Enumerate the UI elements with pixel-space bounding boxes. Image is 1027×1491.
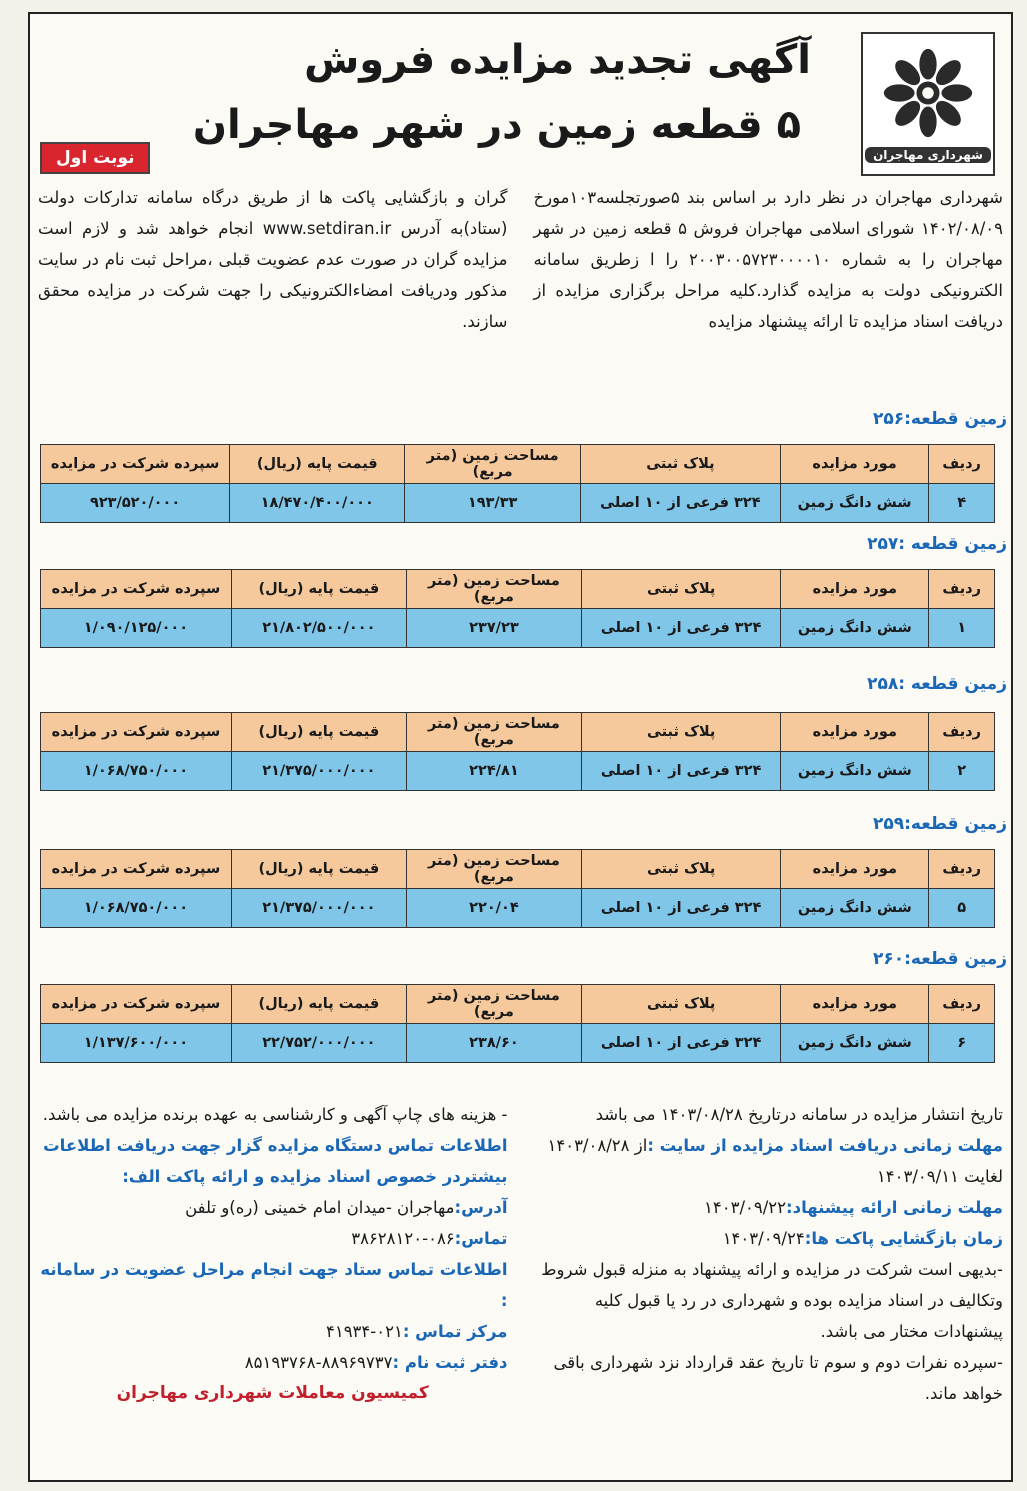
header-row: ردیف — [929, 850, 995, 889]
cell-item: شش دانگ زمین — [781, 889, 929, 928]
cell-deposit: ۱/۱۳۷/۶۰۰/۰۰۰ — [41, 1024, 232, 1063]
logo-caption: شهرداری مهاجران — [865, 147, 991, 163]
phone-label: تماس: — [454, 1229, 508, 1248]
header-base-price: قیمت پایه (ریال) — [231, 570, 406, 609]
cell-area: ۲۲۴/۸۱ — [406, 752, 581, 791]
docs-deadline — [534, 1130, 1004, 1192]
registration-office-label: دفتر ثبت نام : — [392, 1353, 508, 1372]
table-row — [41, 889, 995, 928]
cell-plaque: ۳۲۴ فرعی از ۱۰ اصلی — [582, 609, 781, 648]
header-row: ردیف — [929, 570, 995, 609]
header-deposit: سپرده شرکت در مزایده — [41, 850, 232, 889]
municipality-logo — [861, 32, 995, 176]
offer-deadline-label: مهلت زمانی ارائه پیشنهاد: — [786, 1198, 1003, 1217]
header-area: مساحت زمین (متر مربع) — [406, 713, 581, 752]
intro-section — [38, 182, 1003, 397]
cell-item: شش دانگ زمین — [780, 484, 928, 523]
header-deposit: سپرده شرکت در مزایده — [41, 985, 232, 1024]
cell-base-price: ۲۲/۷۵۲/۰۰۰/۰۰۰ — [231, 1024, 406, 1063]
cell-base-price: ۱۸/۴۷۰/۴۰۰/۰۰۰ — [230, 484, 405, 523]
lot-table — [40, 444, 995, 523]
table-header-row — [41, 713, 995, 752]
cell-plaque: ۳۲۴ فرعی از ۱۰ اصلی — [582, 889, 781, 928]
lot-title: زمین قطعه:۲۵۹ — [872, 814, 1007, 834]
lot-title: زمین قطعه:۲۵۶ — [872, 409, 1007, 429]
table-header-row — [41, 985, 995, 1024]
header-plaque: پلاک ثبتی — [582, 713, 781, 752]
details-left-column — [38, 1099, 508, 1409]
cell-item: شش دانگ زمین — [781, 752, 929, 791]
cell-plaque: ۳۲۴ فرعی از ۱۰ اصلی — [582, 752, 781, 791]
header-row: ردیف — [929, 985, 995, 1024]
header-item: مورد مزایده — [781, 570, 929, 609]
table-row — [41, 484, 995, 523]
table-header-row — [41, 445, 995, 484]
details-section — [38, 1099, 1003, 1409]
registration-office-line — [38, 1347, 508, 1378]
flower-emblem-icon — [880, 45, 976, 141]
address-line — [38, 1192, 508, 1223]
cell-row: ۴ — [929, 484, 995, 523]
header-base-price: قیمت پایه (ریال) — [231, 850, 406, 889]
intro-left-text: گران و بازگشایی پاکت ها از طریق درگاه سامانه تدارکات دولت (ستاد)به آدرس www.setdiran.ir انجام خواهد شد و لازم است مزایده گران در صورت عدم عضویت قبلی ،مراحل ثبت نام در سایت مذکور ودریافت امضاءالکترونیکی را جهت شرکت در مزایده محقق سازند. — [38, 188, 508, 331]
costs-note: - هزینه های چاپ آگهی و کارشناسی به عهده برنده مزایده می باشد. — [42, 1105, 508, 1124]
table-row — [41, 1024, 995, 1063]
cell-area: ۲۲۰/۰۴ — [406, 889, 581, 928]
cell-item: شش دانگ زمین — [781, 1024, 929, 1063]
publish-date-text: تاریخ انتشار مزایده در سامانه درتاریخ ۱۴۰۳/۰۸/۲۸ می باشد — [595, 1105, 1003, 1124]
opening-date-label: زمان بازگشایی پاکت ها: — [804, 1229, 1003, 1248]
header-row: ردیف — [929, 445, 995, 484]
header-deposit: سپرده شرکت در مزایده — [41, 445, 230, 484]
cell-row: ۱ — [929, 609, 995, 648]
page-title-line1: آگهی تجدید مزایده فروش — [304, 37, 811, 83]
intro-right-text: شهرداری مهاجران در نظر دارد بر اساس بند ۵صورتجلسه۱۰۳مورخ ۱۴۰۲/۰۸/۰۹ شورای اسلامی مهاجران فروش ۵ قطعه زمین در شهر مهاجران را به شماره ۲۰۰۳۰۰۵۷۲۳۰۰۰۰۱۰ را ا زطریق سامانه الکترونیکی دولت به مزایده گذارد.کلیه مراحل برگزاری مزایده از دریافت اسناد مزایده تا ارائه پیشنهاد مزایده — [533, 188, 1004, 331]
cell-item: شش دانگ زمین — [781, 609, 929, 648]
cell-base-price: ۲۱/۸۰۲/۵۰۰/۰۰۰ — [231, 609, 406, 648]
header-item: مورد مزایده — [781, 985, 929, 1024]
lot-title: زمین قطعه :۲۵۸ — [867, 674, 1007, 694]
lot-table — [40, 569, 995, 648]
details-right-column — [534, 1099, 1004, 1409]
cell-plaque: ۳۲۴ فرعی از ۱۰ اصلی — [582, 1024, 781, 1063]
header-item: مورد مزایده — [781, 713, 929, 752]
header-item: مورد مزایده — [780, 445, 928, 484]
cell-deposit: ۱/۰۶۸/۷۵۰/۰۰۰ — [41, 889, 232, 928]
lot-table — [40, 984, 995, 1063]
header-deposit: سپرده شرکت در مزایده — [41, 713, 232, 752]
cell-row: ۵ — [929, 889, 995, 928]
cell-deposit: ۱/۰۹۰/۱۲۵/۰۰۰ — [41, 609, 232, 648]
header-plaque: پلاک ثبتی — [582, 850, 781, 889]
header-base-price: قیمت پایه (ریال) — [231, 985, 406, 1024]
cell-area: ۲۳۸/۶۰ — [406, 1024, 581, 1063]
header-area: مساحت زمین (متر مربع) — [405, 445, 581, 484]
call-center-line — [38, 1316, 508, 1347]
opening-date-value: ۱۴۰۳/۰۹/۲۴ — [722, 1229, 805, 1248]
commission-signature: کمیسیون معاملات شهرداری مهاجران — [116, 1383, 429, 1403]
cell-plaque: ۳۲۴ فرعی از ۱۰ اصلی — [580, 484, 780, 523]
docs-deadline-label: مهلت زمانی دریافت اسناد مزایده از سایت : — [647, 1136, 1003, 1155]
address-value: مهاجران -میدان امام خمینی (ره)و تلفن — [185, 1198, 455, 1217]
phone-value: ۰۸۶-۳۸۶۲۸۱۲۰ — [351, 1229, 455, 1248]
call-center-value: ۰۲۱-۴۱۹۳۴ — [325, 1322, 403, 1341]
issue-badge: نوبت اول — [40, 142, 150, 174]
header-plaque: پلاک ثبتی — [582, 570, 781, 609]
address-label: آدرس: — [454, 1198, 508, 1217]
header-area: مساحت زمین (متر مربع) — [406, 570, 581, 609]
table-header-row — [41, 850, 995, 889]
header-item: مورد مزایده — [781, 850, 929, 889]
offer-deadline — [534, 1192, 1004, 1223]
docs-deadline-value: از ۱۴۰۳/۰۸/۲۸ لغایت ۱۴۰۳/۰۹/۱۱ — [547, 1136, 1003, 1186]
header-row: ردیف — [929, 713, 995, 752]
header-area: مساحت زمین (متر مربع) — [406, 985, 581, 1024]
cell-base-price: ۲۱/۳۷۵/۰۰۰/۰۰۰ — [231, 752, 406, 791]
header-deposit: سپرده شرکت در مزایده — [41, 570, 232, 609]
cell-deposit: ۱/۰۶۸/۷۵۰/۰۰۰ — [41, 752, 232, 791]
cell-area: ۱۹۳/۳۳ — [405, 484, 581, 523]
lot-title: زمین قطعه :۲۵۷ — [867, 534, 1007, 554]
header-base-price: قیمت پایه (ریال) — [230, 445, 405, 484]
table-row — [41, 752, 995, 791]
header-area: مساحت زمین (متر مربع) — [406, 850, 581, 889]
contact-heading: اطلاعات تماس دستگاه مزایده گزار جهت دریافت اطلاعات بیشتردر خصوص اسناد مزایده و ارائه پاکت الف: — [43, 1136, 508, 1186]
registration-office-value: ۸۸۹۶۹۷۳۷-۸۵۱۹۳۷۶۸ — [244, 1353, 393, 1372]
phone-line — [38, 1223, 508, 1254]
note-deposit: -سپرده نفرات دوم و سوم تا تاریخ عقد قرارداد نزد شهرداری باقی خواهد ماند. — [553, 1353, 1003, 1403]
header — [40, 22, 1001, 172]
lot-title: زمین قطعه:۲۶۰ — [872, 949, 1007, 969]
lot-table — [40, 849, 995, 928]
setad-heading: اطلاعات تماس ستاد جهت انجام مراحل عضویت در سامانه : — [40, 1260, 508, 1310]
header-base-price: قیمت پایه (ریال) — [231, 713, 406, 752]
header-plaque: پلاک ثبتی — [582, 985, 781, 1024]
opening-date — [534, 1223, 1004, 1254]
cell-deposit: ۹۲۳/۵۲۰/۰۰۰ — [41, 484, 230, 523]
table-row — [41, 609, 995, 648]
cell-base-price: ۲۱/۳۷۵/۰۰۰/۰۰۰ — [231, 889, 406, 928]
call-center-label: مرکز تماس : — [402, 1322, 508, 1341]
table-header-row — [41, 570, 995, 609]
lot-table — [40, 712, 995, 791]
note-conditions: -بدیهی است شرکت در مزایده و ارائه پیشنهاد به منزله قبول شروط وتکالیف در اسناد مزایده بوده و شهرداری در رد یا قبول کلیه پیشنهادات مختار می باشد. — [541, 1260, 1003, 1341]
page-title-line2: ۵ قطعه زمین در شهر مهاجران — [192, 102, 801, 148]
offer-deadline-value: ۱۴۰۳/۰۹/۲۲ — [704, 1198, 787, 1217]
cell-area: ۲۳۷/۲۳ — [406, 609, 581, 648]
advertisement-page — [28, 12, 1013, 1482]
cell-row: ۲ — [929, 752, 995, 791]
cell-row: ۶ — [929, 1024, 995, 1063]
header-plaque: پلاک ثبتی — [580, 445, 780, 484]
